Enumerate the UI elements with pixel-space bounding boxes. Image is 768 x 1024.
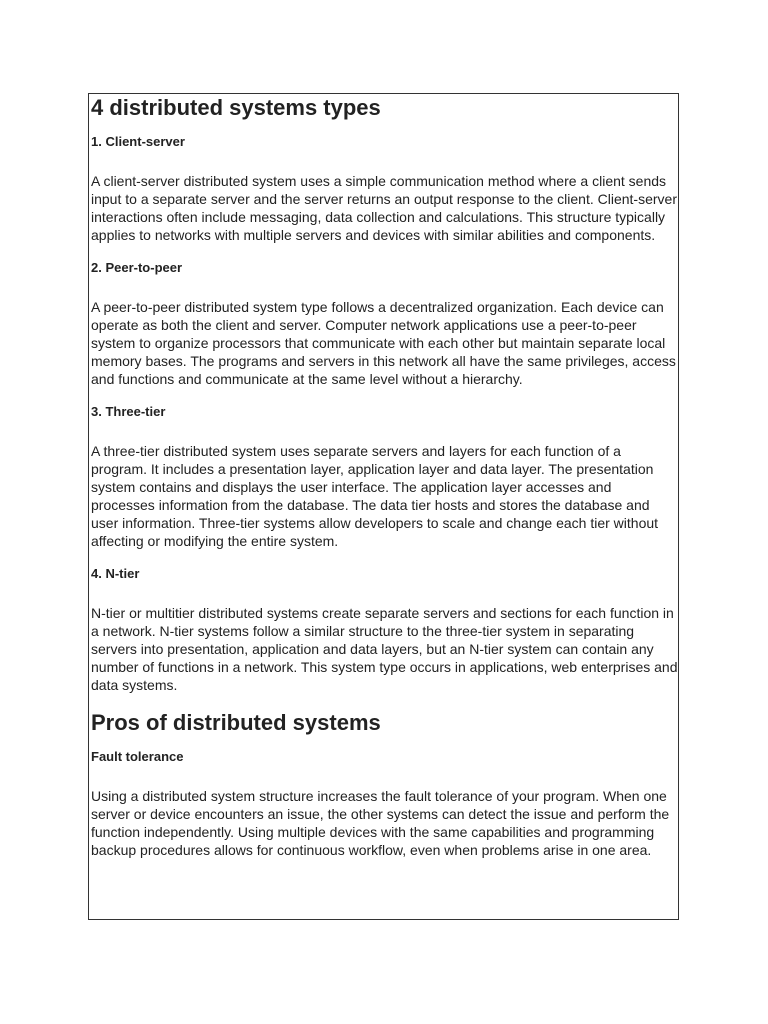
section-title-fault-tolerance: Fault tolerance [91, 749, 184, 764]
heading-pros: Pros of distributed systems [91, 710, 381, 735]
section-body-n-tier: N-tier or multitier distributed systems create separate servers and sections for each function in a network. N-tier systems follow a similar structure to the three-tier system in separating servers into presentation, application and data layers, but an N-tier system can contain any number of functions in a network. This system type occurs in applications, web enterprises and data systems. [91, 605, 678, 693]
section-body-peer-to-peer: A peer-to-peer distributed system type follows a decentralized organization. Each device can operate as both the client and server. Computer network applications use a peer-to-peer system to organize processors that communicate with each other but maintain separate local memory bases. The programs and servers in this network all have the same privileges, access and functions and communicate at the same level without a hierarchy. [91, 299, 676, 387]
section-body-fault-tolerance: Using a distributed system structure increases the fault tolerance of your program. When one server or device encounters an issue, the other systems can detect the issue and perform the function independently. Using multiple devices with the same capabilities and programming backup procedures allows for continuous workflow, even when problems arise in one area. [91, 788, 670, 858]
section-title-peer-to-peer: 2. Peer-to-peer [91, 260, 183, 275]
section-title-three-tier: 3. Three-tier [91, 404, 166, 419]
section-body-client-server: A client-server distributed system uses a simple communication method where a client sends input to a separate server and the server returns an output response to the client. Client-server interactions often include messaging, data collection and calculations. This structure typically applies to networks with multiple servers and devices with similar abilities and components. [91, 173, 677, 243]
document-frame [88, 93, 679, 920]
section-body-three-tier: A three-tier distributed system uses separate servers and layers for each function of a program. It includes a presentation layer, application layer and data layer. The presentation system contains and displays the user interface. The application layer accesses and processes information from the database. The data tier hosts and stores the database and user information. Three-tier systems allow developers to scale and change each tier without affecting or modifying the entire system. [91, 443, 659, 549]
section-title-client-server: 1. Client-server [91, 134, 185, 149]
section-title-n-tier: 4. N-tier [91, 566, 140, 581]
heading-types: 4 distributed systems types [91, 95, 381, 120]
